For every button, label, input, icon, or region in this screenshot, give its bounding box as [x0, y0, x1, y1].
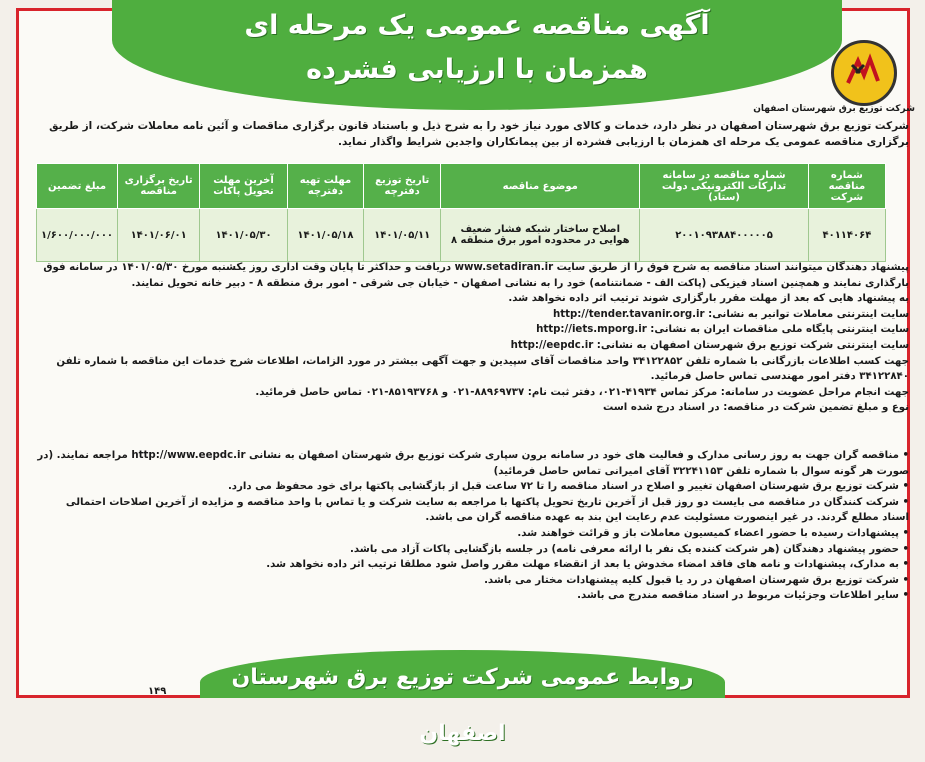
column-header: مهلت تهیه دفترچه	[287, 164, 363, 209]
column-header: تاریخ توزیع دفترچه	[364, 164, 441, 209]
list-item: • پیشنهادات رسیده با حضور اعضاء کمیسیون معاملات باز و قرائت خواهند شد.	[37, 526, 909, 542]
tender-table	[36, 163, 886, 262]
table-cell: ۱۴۰۱/۰۵/۱۸	[287, 209, 363, 262]
title-line-1: آگهی مناقصه عمومی یک مرحله ای	[244, 10, 710, 41]
table-row	[37, 209, 886, 262]
contact-info: جهت کسب اطلاعات بازرگانی با شماره تلفن ۳۴۱۲۲۸۵۲ واحد مناقصات آقای سپیدین و جهت آگهی بیشتر در مورد الزامات، اطلاعات شرح خدمات این مناقصه با شماره تلفن ۳۴۱۲۲۸۴۰ دفتر امور مهندسی تماس حاصل فرمائید.	[56, 355, 909, 383]
list-item: • شرکت کنندگان در مناقصه می بایست دو روز قبل از آخرین تاریخ تحویل پاکتها با مراجعه به سایت شرکت و یا تماس با واحد مناقصه و مزایده از آخرین اصلاحات احتمالی اسناد مطلع گردند. در غیر اینصورت مسئولیت عدم رعایت این بند به عهده مناقصه گران می باشد.	[37, 495, 909, 526]
table-cell: ۱۴۰۱/۰۵/۳۰	[200, 209, 288, 262]
website-tavanir: سایت اینترنتی معاملات توانیر به نشانی: http://tender.tavanir.org.ir	[552, 308, 909, 320]
table-header-row	[37, 164, 886, 209]
table-cell: ۱۴۰۱/۰۶/۰۱	[118, 209, 200, 262]
column-header: موضوع مناقصه	[441, 164, 640, 209]
column-header: تاریخ برگزاری مناقصه	[118, 164, 200, 209]
website-iets: سایت اینترنتی پایگاه ملی مناقصات ایران به نشانی: http://iets.mporg.ir	[536, 324, 909, 336]
website-eepdc: سایت اینترنتی شرکت توزیع برق شهرستان اصفهان به نشانی: http://eepdc.ir	[510, 339, 909, 351]
registration-info: جهت انجام مراحل عضویت در سامانه: مرکز تماس ۴۱۹۳۴-۰۲۱، دفتر ثبت نام: ۸۸۹۶۹۷۳۷-۰۲۱ و ۸۵۱۹۳۷۶۸-۰۲۱ تماس حاصل فرمائید.	[255, 386, 909, 398]
table-cell: ۴۰۱۱۴۰۶۴	[808, 209, 885, 262]
title-line-2: همزمان با ارزیابی فشرده	[306, 54, 648, 85]
submission-paragraph: پیشنهاد دهندگان میتوانند اسناد مناقصه به شرح فوق را از طریق سایت www.setadiran.ir دریافت و حداکثر تا پایان وقت اداری روز یکشنبه مورخ ۱۴۰۱/۰۵/۳۰ در سامانه فوق بارگذاری نمایند و همچنین اسناد فیزیکی (پاکت الف - ضمانتنامه) خود را به نشانی اصفهان - خیابان جی شرقی - امور برق منطقه ۸ - دبیر خانه تحویل نمایند.	[43, 262, 909, 289]
table-cell: اصلاح ساختار شبکه فشار ضعیف هوایی در محدوده امور برق منطقه ۸	[441, 209, 640, 262]
page-number: ۱۴۹	[148, 686, 167, 697]
list-item: • سایر اطلاعات وجزئیات مربوط در اسناد مناقصه مندرج می باشد.	[37, 588, 909, 604]
company-caption: شرکت توزیع برق شهرستان اصفهان	[753, 104, 915, 114]
late-submission-note: به پیشنهاد هایی که بعد از مهلت مقرر بارگزاری شوند ترتیب اثر داده نخواهد شد.	[508, 293, 909, 305]
table-cell: ۲۰۰۱۰۹۳۸۸۴۰۰۰۰۰۵	[640, 209, 809, 262]
column-header: مبلغ تضمین	[37, 164, 118, 209]
guarantee-info: نوع و مبلغ تضمین شرکت در مناقصه: در اسناد درج شده است	[603, 402, 909, 414]
body-text	[37, 260, 909, 416]
conditions-list	[37, 448, 909, 604]
footer-banner: روابط عمومی شرکت توزیع برق شهرستان اصفهان	[200, 650, 725, 698]
column-header: شماره مناقصه شرکت	[808, 164, 885, 209]
list-item: • حضور پیشنهاد دهندگان (هر شرکت کننده یک نفر با ارائه معرفی نامه) در جلسه بازگشایی پاکات آزاد می باشد.	[37, 542, 909, 558]
electric-company-logo-icon	[831, 40, 897, 106]
table-cell: ۱۴۰۱/۰۵/۱۱	[364, 209, 441, 262]
column-header: آخرین مهلت تحویل پاکات	[200, 164, 288, 209]
list-item: • به مدارک، پیشنهادات و نامه های فاقد امضاء مخدوش یا بعد از انقضاء مهلت مقرر واصل شود مطلقا ترتیب اثر داده نخواهد شد.	[37, 557, 909, 573]
intro-paragraph: شرکت توزیع برق شهرستان اصفهان در نظر دارد، خدمات و کالای مورد نیاز خود را به شرح ذیل و باستناد قانون برگزاری مناقصات و آئین نامه معاملات شرکت، از طریق برگزاری مناقصه عمومی یک مرحله ای همزمان با ارزیابی فشرده از بین پیمانکاران واجدین شرایط واگذار نماید.	[49, 120, 909, 148]
list-item: • شرکت توزیع برق شهرستان اصفهان در رد یا قبول کلیه پیشنهادات مختار می باشد.	[37, 573, 909, 589]
column-header: شماره مناقصه در سامانه تدارکات الکترونیکی دولت (ستاد)	[640, 164, 809, 209]
table-cell: ۱/۶۰۰/۰۰۰/۰۰۰	[37, 209, 118, 262]
list-item: • شرکت توزیع برق شهرستان اصفهان تغییر و اصلاح در اسناد مناقصه را تا ۷۲ ساعت قبل از بازگشایی پاکتها برای خود محفوظ می دارد.	[37, 479, 909, 495]
list-item: • مناقصه گران جهت به روز رسانی مدارک و فعالیت های خود در سامانه برون سپاری شرکت توزیع برق شهرستان اصفهان به نشانی http://www.eepdc.ir مراجعه نمایند. (در صورت هر گونه سوال با شماره تلفن ۳۲۲۴۱۱۵۳ آقای امیرانی تماس حاصل فرمائید)	[37, 448, 909, 479]
